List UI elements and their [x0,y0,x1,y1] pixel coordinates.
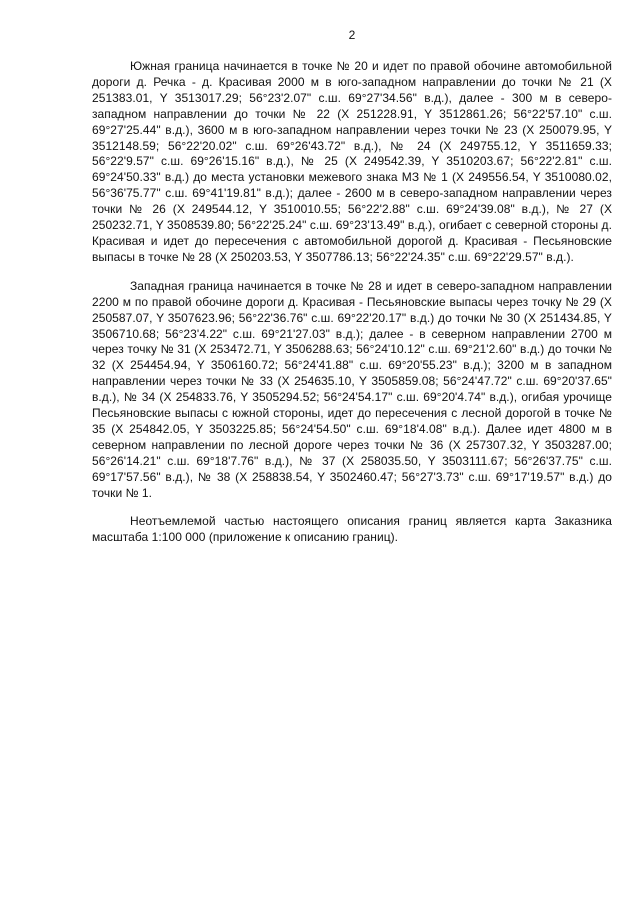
paragraph-west-boundary: Западная граница начинается в точке № 28 и идет в северо-западном направлении 2200 м по правой обочине дороги д. Красивая - Песьяновские выпасы через точку № 29 (X 250587.07, Y 3507623.96; 56°22'36.76" с.ш. 69°22'20.17" в.д.) до точки № 30 (X 251434.85, Y 3506710.68; 56°23'4.22" с.ш. 69°21'27.03" в.д.); далее - в северном направлении 2700 м через точку № 31 (X 253472.71, Y 3506288.63; 56°24'10.12" с.ш. 69°21'2.60" в.д.) до точки № 32 (X 254454.94, Y 3506160.72; 56°24'41.88" с.ш. 69°20'55.23" в.д.); 3200 м в западном направлении через точки № 33 (X 254635.10, Y 3505859.08; 56°24'47.72" с.ш. 69°20'37.65" в.д.), № 34 (X 254833.76, Y 3505294.52; 56°24'54.17" с.ш. 69°20'4.74" в.д.), огибая урочище Песьяновские выпасы с южной стороны, идет до пересечения с лесной дорогой в точке № 35 (X 254842.05, Y 3503225.85; 56°24'54.50" с.ш. 69°18'4.08" в.д.). Далее идет 4800 м в северном направлении по лесной дороге через точки № 36 (X 257307.32, Y 3503287.00; 56°26'14.21" с.ш. 69°18'7.76" в.д.), № 37 (X 258035.50, Y 3503111.67; 56°26'37.75" с.ш. 69°17'57.56" в.д.), № 38 (X 258838.54, Y 3502460.47; 56°27'3.73" с.ш. 69°17'19.57" в.д.) до точки № 1. [92,278,612,500]
page-number: 2 [348,28,356,42]
paragraph-map-annex: Неотъемлемой частью настоящего описания границ является карта Заказника масштаба 1:100 000 (приложение к описанию границ). [92,514,612,545]
paragraph-south-boundary: Южная граница начинается в точке № 20 и идет по правой обочине автомобильной дороги д. Речка - д. Красивая 2000 м в юго-западном направлении до точки № 21 (X 251383.01, Y 3513017.29; 56°23'2.07" с.ш. 69°27'34.56" в.д.), далее - 300 м в северо-западном направлении до точки № 22 (X 251228.91, Y 3512861.26; 56°22'57.10" с.ш. 69°27'25.44" в.д.), 3600 м в юго-западном направлении через точки № 23 (X 250079.95, Y 3512148.59; 56°22'20.02" с.ш. 69°26'43.72" в.д.), № 24 (X 249755.12, Y 3511659.33; 56°22'9.57" с.ш. 69°26'15.16" в.д.), № 25 (X 249542.39, Y 3510203.67; 56°22'2.81" с.ш. 69°24'50.33" в.д.) до места установки межевого знака МЗ № 1 (X 249556.54, Y 3510080.02, 56°36'75.77" с.ш. 69°41'19.81" в.д.); далее - 2600 м в северо-западном направлении через точки № 26 (X 249544.12, Y 3510010.55; 56°22'2.88" с.ш. 69°24'39.08" в.д.), № 27 (X 250232.71, Y 3508539.80; 56°22'25.24" с.ш. 69°23'13.49" в.д.), огибает с северной стороны д. Красивая и идет до пересечения с автомобильной дорогой д. Красивая - Песьяновские выпасы в точке № 28 (X 250203.53, Y 3507786.13; 56°22'24.35" с.ш. 69°22'29.57" в.д.). [92,59,612,264]
